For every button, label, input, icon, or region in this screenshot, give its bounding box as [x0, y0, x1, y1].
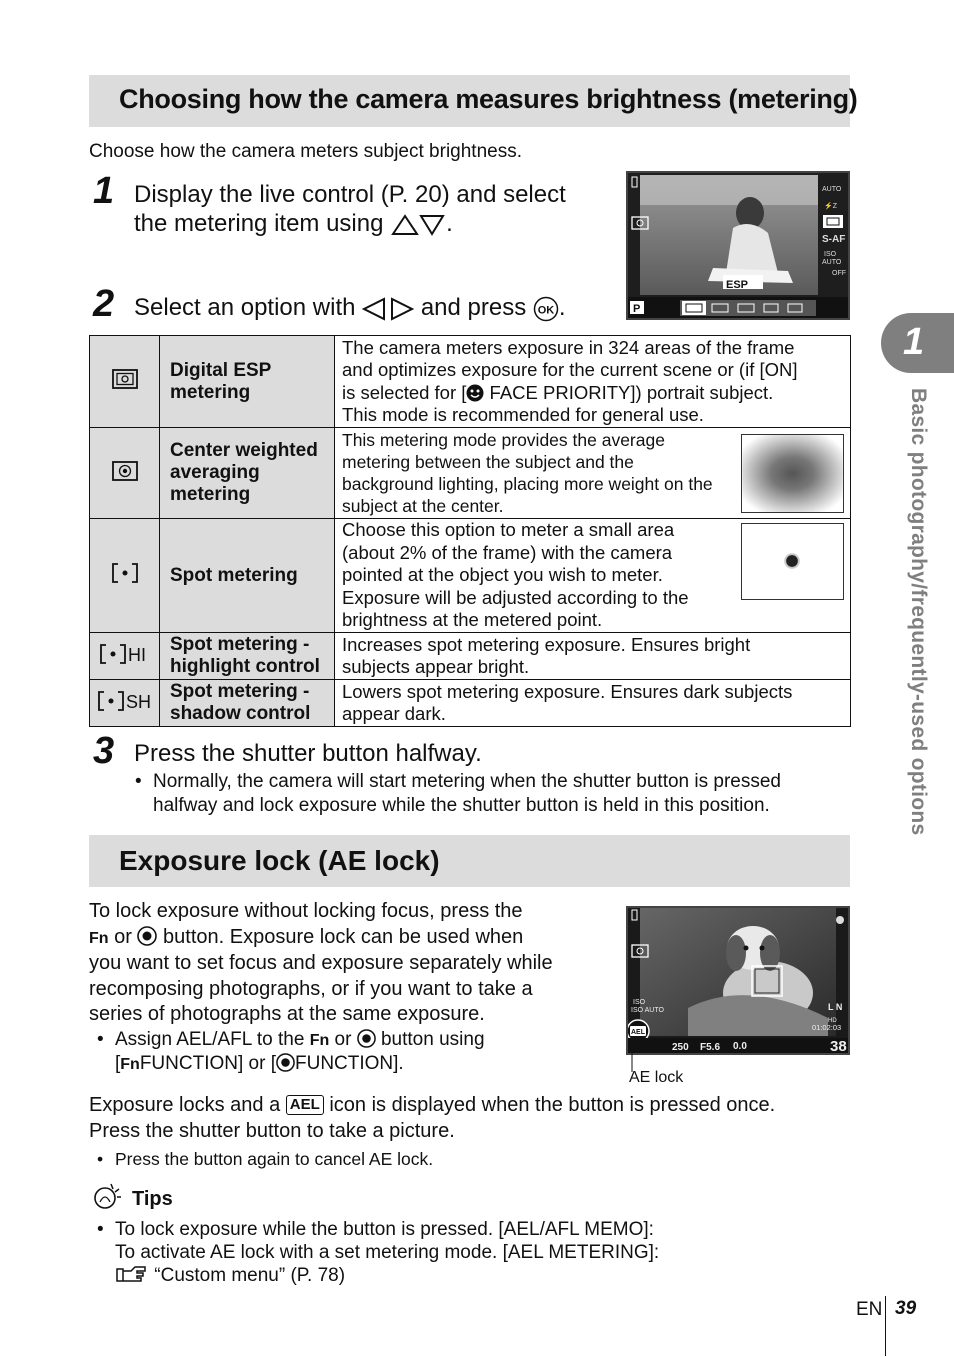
step3-bullet: • Normally, the camera will start metering when the shutter button is pressed halfway and lock exposure while the shutter button is held in this position.	[135, 771, 781, 816]
esp-overlay-text: ESP	[726, 279, 749, 291]
record-button-icon	[137, 926, 157, 946]
svg-text:S-AF: S-AF	[822, 234, 846, 245]
page-number: 39	[895, 1298, 917, 1319]
table-row	[90, 519, 851, 633]
digital-esp-icon	[112, 369, 138, 389]
table-icon-cell	[90, 680, 160, 727]
lcd-time: 01:02:03	[812, 1023, 842, 1032]
ae-lock-caption: AE lock	[629, 1069, 684, 1086]
mode-name-cell: Spot metering	[160, 519, 335, 633]
lcd-aperture: F5.6	[700, 1042, 721, 1053]
center-weighted-diagram	[741, 434, 844, 513]
mode-desc-cell: This metering mode provides the average metering between the subject and the background lighting, placing more weight on the subject at the center.	[335, 428, 851, 519]
svg-text:⚡Z: ⚡Z	[824, 203, 837, 210]
lcd-shutter: 250	[672, 1042, 689, 1053]
table-icon-cell	[90, 336, 160, 428]
ae-lock-bullet-assign: • Assign AEL/AFL to the Fn or button using [FnFUNCTION] or [ FUNCTION].	[97, 1029, 485, 1074]
svg-text:OK: OK	[537, 304, 555, 317]
table-row	[90, 633, 851, 680]
mode-desc-cell: Choose this option to meter a small area (about 2% of the frame) with the camera pointed at the object you wish to meter. Exposure will be adjusted according to the brightness at the metered point.	[335, 519, 851, 633]
footer-divider	[885, 1296, 886, 1356]
spot-sh-icon	[98, 691, 152, 711]
svg-text:HI: HI	[127, 644, 146, 664]
chapter-label: Basic photography/frequently-used options	[907, 388, 930, 836]
footer-language: EN	[856, 1299, 883, 1320]
camera-lcd-metering	[626, 171, 850, 320]
metering-modes-table	[89, 335, 851, 727]
mode-desc-cell: Lowers spot metering exposure. Ensures dark subjects appear dark.	[335, 680, 851, 727]
step1-text	[134, 180, 566, 238]
lcd-mode: P	[633, 303, 641, 315]
step-number: 3	[93, 730, 115, 772]
chapter-tab: 1	[881, 313, 954, 373]
section-header-metering	[89, 75, 858, 127]
svg-text:OFF: OFF	[832, 270, 846, 277]
lcd-iso: ISO AUTO	[631, 1007, 664, 1014]
lcd-count: 38	[830, 1038, 847, 1053]
step1-line1: Display the live control (P. 20) and select	[134, 181, 566, 208]
record-button-icon	[357, 1029, 376, 1048]
camera-lcd-ae-lock	[626, 906, 850, 1055]
fn-button-icon: Fn	[89, 929, 109, 947]
ae-lock-paragraph: To lock exposure without locking focus, press the Fn or button. Exposure lock can be used when you want to set focus and exposure separately while recomposing photographs, or if you want to take a series of photographs at the same exposure.	[89, 900, 553, 1025]
tips-bullet: • To lock exposure while the button is pressed. [AEL/AFL MEMO]: To activate AE lock with a set metering mode. [AEL METERING]: “Custom menu” (P. 78)	[97, 1219, 660, 1286]
intro-text: Choose how the camera meters subject brightness.	[89, 141, 522, 162]
step2-text: Select an option with and press OK .	[134, 294, 566, 321]
ael-icon: AEL	[286, 1095, 324, 1115]
svg-text:AUTO: AUTO	[822, 259, 842, 266]
spot-icon	[112, 563, 138, 583]
tips-bulb-icon	[91, 1180, 125, 1212]
section-title: Choosing how the camera measures brightness (metering)	[119, 84, 858, 114]
svg-text:ISO: ISO	[633, 999, 646, 1006]
ae-lock-bullet-cancel: • Press the button again to cancel AE lock.	[97, 1149, 434, 1169]
table-row	[90, 428, 851, 519]
fn-button-icon: Fn	[309, 1032, 330, 1049]
step3-text: Press the shutter button halfway.	[134, 740, 482, 767]
ok-button-icon	[533, 296, 559, 322]
record-button-icon	[276, 1053, 295, 1072]
table-icon-cell	[90, 519, 160, 633]
svg-text:ISO: ISO	[824, 251, 837, 258]
table-row	[90, 336, 851, 428]
fn-button-icon: Fn	[120, 1056, 140, 1073]
svg-text:HD: HD	[828, 1018, 837, 1024]
section-header-ae-lock	[89, 835, 850, 887]
center-weighted-icon	[112, 461, 138, 481]
left-right-arrows-icon	[362, 297, 414, 321]
table-icon-cell	[90, 633, 160, 680]
pointing-hand-icon	[115, 1265, 149, 1283]
step-number: 2	[93, 283, 115, 325]
svg-text:SH: SH	[125, 691, 151, 711]
spot-diagram	[741, 523, 844, 600]
mode-name-cell: Spot metering - shadow control	[160, 680, 335, 727]
face-priority-icon	[466, 384, 484, 402]
mode-desc-cell: The camera meters exposure in 324 areas of the frame and optimizes exposure for the current scene or (if [ON] is selected for [ FACE PRIORITY]) portrait subject. This mode is recommended for general use.	[335, 336, 851, 428]
section-title: Exposure lock (AE lock)	[119, 845, 440, 876]
lcd-ev: 0.0	[733, 1041, 747, 1052]
mode-name-cell: Center weighted averaging metering	[160, 428, 335, 519]
table-row	[90, 680, 851, 727]
svg-text:AUTO: AUTO	[822, 186, 842, 193]
step-number: 1	[93, 170, 115, 212]
mode-desc-cell: Increases spot metering exposure. Ensures bright subjects appear bright.	[335, 633, 851, 680]
mode-name-cell: Digital ESP metering	[160, 336, 335, 428]
lcd-ael-badge: AEL	[631, 1029, 645, 1036]
spot-hi-icon	[100, 644, 150, 664]
tips-heading: Tips	[132, 1188, 173, 1210]
up-down-arrows-icon	[390, 214, 446, 236]
table-icon-cell	[90, 428, 160, 519]
lcd-quality: L N	[828, 1002, 843, 1012]
lcd-photo-boy-and-dog	[628, 908, 848, 1053]
mode-name-cell: Spot metering - highlight control	[160, 633, 335, 680]
ae-lock-icon-paragraph: Exposure locks and a AEL icon is displayed when the button is pressed once. Press the shutter button to take a picture.	[89, 1094, 776, 1142]
lcd-photo-reading-girl	[628, 173, 848, 318]
step1-line2: the metering item using .	[134, 210, 453, 237]
